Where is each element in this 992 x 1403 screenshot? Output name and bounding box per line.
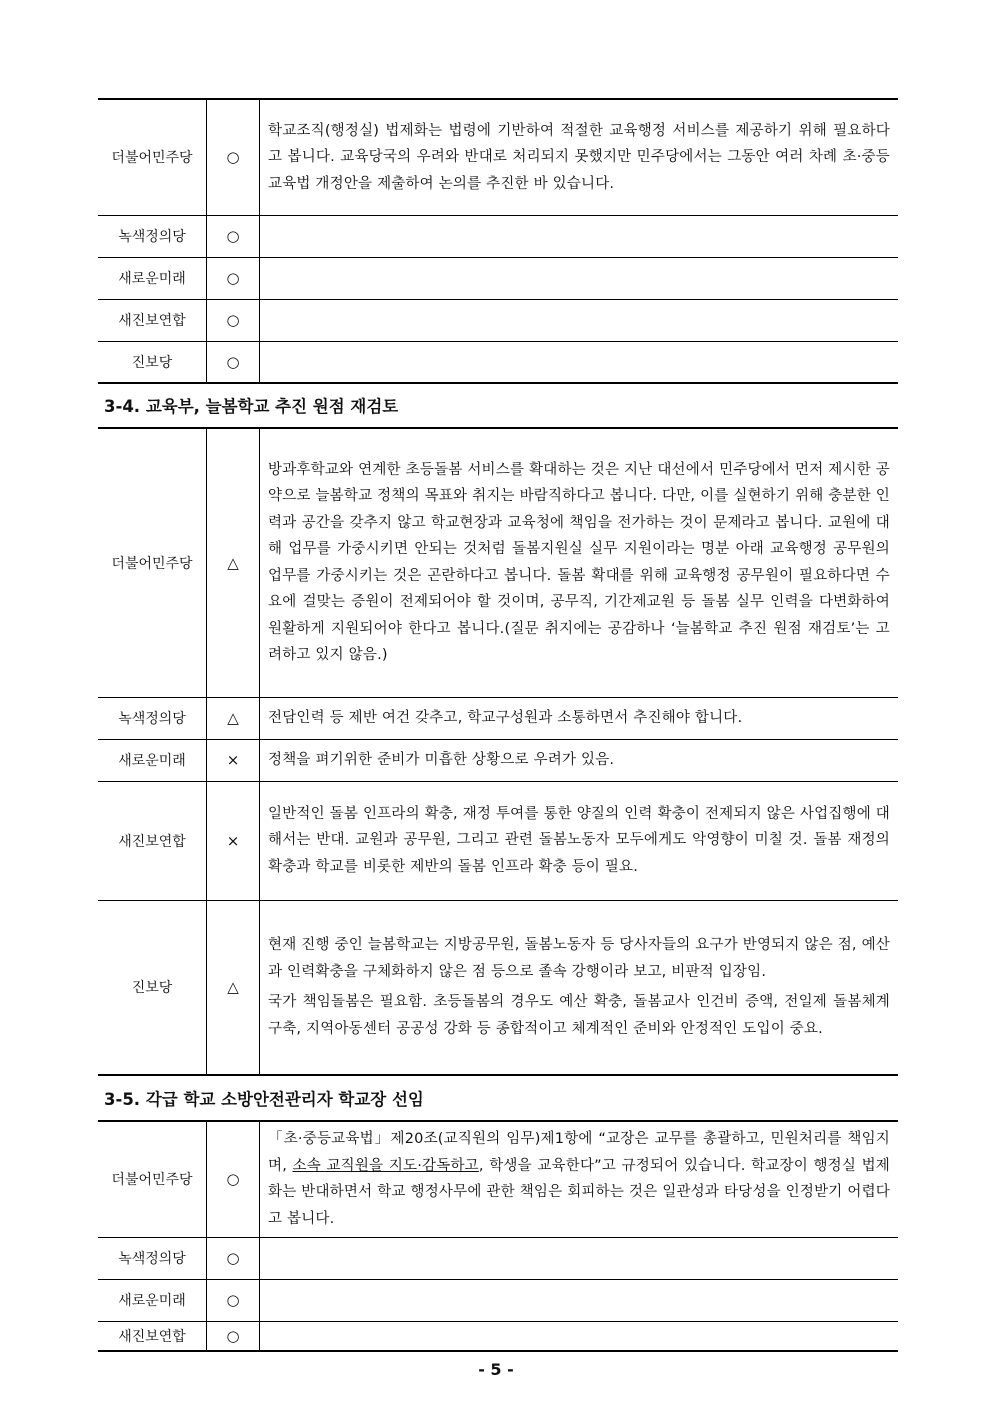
stance-mark: △ (207, 428, 260, 697)
table-row (98, 215, 898, 257)
table-row (98, 739, 898, 781)
table-row (98, 781, 898, 900)
party-name: 새진보연합 (98, 299, 207, 341)
stance-text (260, 215, 899, 257)
stance-paragraph: 현재 진행 중인 늘봄학교는 지방공무원, 돌봄노동자 등 당사자들의 요구가 반영되지 않은 점, 예산과 인력확충을 구체화하지 않은 점 등으로 졸속 강행이라 보고, 비판적 입장임. (268, 937, 890, 980)
stance-text (260, 1121, 899, 1237)
stance-text-part: , 학생을 교육한다”고 규정되어 있습니다. 학교장이 행정실 법제화는 반대하면서 학교 행정사무에 관한 책임은 회피하는 것은 일관성과 타당성을 인정받기 어렵다고 봅니다. (268, 1157, 890, 1227)
stance-text: 정책을 펴기위한 준비가 미흡한 상황으로 우려가 있음. (260, 739, 899, 781)
stance-mark: ○ (207, 215, 260, 257)
table-row (98, 99, 898, 215)
stance-text: 학교조직(행정실) 법제화는 법령에 기반하여 적절한 교육행정 서비스를 제공하기 위해 필요하다고 봅니다. 교육당국의 우려와 반대로 처리되지 못했지만 민주당에서는 그동안 여러 차례 초·중등교육법 개정안을 제출하여 논의를 추진한 바 있습니다. (260, 99, 899, 215)
party-name: 더불어민주당 (98, 99, 207, 215)
party-name: 더불어민주당 (98, 428, 207, 697)
party-name: 새로운미래 (98, 257, 207, 299)
stance-mark: × (207, 739, 260, 781)
table-row (98, 900, 898, 1075)
stance-text (260, 341, 899, 383)
stance-mark: ○ (207, 257, 260, 299)
party-name: 진보당 (98, 341, 207, 383)
stance-mark: ○ (207, 1321, 260, 1351)
stance-mark: ○ (207, 99, 260, 215)
table-row (98, 341, 898, 383)
stance-mark: ○ (207, 299, 260, 341)
stance-mark: × (207, 781, 260, 900)
stance-mark: ○ (207, 1237, 260, 1279)
party-name: 녹색정의당 (98, 1237, 207, 1279)
table-row (98, 697, 898, 739)
stance-mark: ○ (207, 341, 260, 383)
policy-table-3-5 (98, 1120, 898, 1352)
stance-text (260, 900, 899, 1075)
table-row (98, 1321, 898, 1351)
table-row (98, 1121, 898, 1237)
section-heading-3-4: 3-4. 교육부, 늘봄학교 추진 원점 재검토 (104, 397, 399, 416)
table-row (98, 428, 898, 697)
party-name: 진보당 (98, 900, 207, 1075)
party-name: 새진보연합 (98, 781, 207, 900)
policy-table-3-3 (98, 98, 898, 384)
stance-mark: △ (207, 900, 260, 1075)
party-name: 새로운미래 (98, 1279, 207, 1321)
party-name: 녹색정의당 (98, 215, 207, 257)
policy-table-3-4 (98, 427, 898, 1076)
stance-text (260, 1279, 899, 1321)
stance-mark: ○ (207, 1279, 260, 1321)
party-name: 새로운미래 (98, 739, 207, 781)
stance-mark: ○ (207, 1121, 260, 1237)
table-row (98, 1237, 898, 1279)
stance-text-part: 「초·중등교육법」제20조(교직원의 임무)제1항에 “교장은 교무를 총괄하고, 민원처리를 책임지며, (268, 1131, 890, 1174)
stance-text (260, 299, 899, 341)
party-name: 새진보연합 (98, 1321, 207, 1351)
stance-mark: △ (207, 697, 260, 739)
stance-text: 방과후학교와 연계한 초등돌봄 서비스를 확대하는 것은 지난 대선에서 민주당에서 먼저 제시한 공약으로 늘봄학교 정책의 목표와 취지는 바람직하다고 봅니다. 다만, 이를 실현하기 위해 충분한 인력과 공간을 갖추지 않고 학교현장과 교육청에 책임을 전가하는 것이 문제라고 봅니다. 교원에 대해 업무를 가중시키면 안되는 것처럼 돌봄지원실 실무 지원이라는 명분 아래 교육행정 공무원의 업무를 가중시키는 것은 곤란하다고 봅니다. 돌봄 확대를 위해 교육행정 공무원이 필요하다면 수요에 걸맞는 증원이 전제되어야 할 것이며, 공무직, 기간제교원 등 돌봄 실무 인력을 다변화하여 원활하게 지원되어야 한다고 봅니다.(질문 취지에는 공감하나 ‘늘봄학교 추진 원점 재검토’는 고려하고 있지 않음.) (260, 428, 899, 697)
table-row (98, 1279, 898, 1321)
party-name: 더불어민주당 (98, 1121, 207, 1237)
stance-paragraph: 국가 책임돌봄은 필요함. 초등돌봄의 경우도 예산 확충, 돌봄교사 인건비 증액, 전일제 돌봄체계 구축, 지역아동센터 공공성 강화 등 종합적이고 체계적인 준비와 안정적인 도입이 중요. (268, 994, 890, 1037)
table-row (98, 299, 898, 341)
stance-text (260, 1237, 899, 1279)
page-number: - 5 - (478, 1360, 514, 1379)
party-name: 녹색정의당 (98, 697, 207, 739)
table-row (98, 257, 898, 299)
section-heading-3-5: 3-5. 각급 학교 소방안전관리자 학교장 선임 (104, 1090, 424, 1109)
stance-text (260, 257, 899, 299)
stance-text (260, 1321, 899, 1351)
stance-text: 전담인력 등 제반 여건 갖추고, 학교구성원과 소통하면서 추진해야 합니다. (260, 697, 899, 739)
underlined-phrase: 소속 교직원을 지도·감독하고 (292, 1157, 479, 1174)
stance-text: 일반적인 돌봄 인프라의 확충, 재정 투여를 통한 양질의 인력 확충이 전제되지 않은 사업집행에 대해서는 반대. 교원과 공무원, 그리고 관련 돌봄노동자 모두에게도 악영향이 미칠 것. 돌봄 재정의 확충과 학교를 비롯한 제반의 돌봄 인프라 확충 등이 필요. (260, 781, 899, 900)
